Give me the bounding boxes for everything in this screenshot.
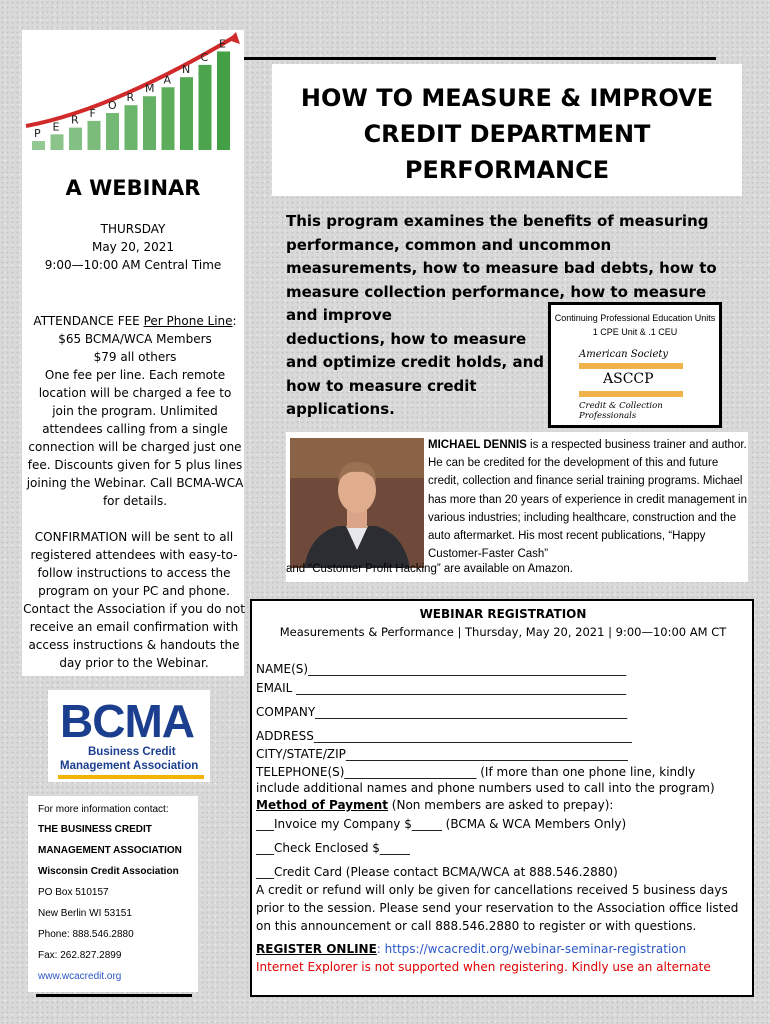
asccp-acronym: ASCCP <box>603 371 654 387</box>
contact-org2: MANAGEMENT ASSOCIATION <box>38 845 182 856</box>
date: May 20, 2021 <box>91 240 175 254</box>
webinar-label: A WEBINAR <box>65 176 201 200</box>
fee-label-suffix: Per Phone Line <box>143 314 233 328</box>
registration-subheading: Measurements & Performance | Thursday, May 20, 2021 | 9:00—10:00 AM CT <box>279 625 727 639</box>
speaker-bio-text <box>428 436 748 563</box>
fee-members: $65 BCMA/WCA Members <box>58 332 212 346</box>
contact-fax: Fax: 262.827.2899 <box>38 950 122 961</box>
logo-bar <box>217 51 230 150</box>
logo-bar <box>51 134 64 150</box>
contact-org3: Wisconsin Credit Association <box>38 866 179 877</box>
registration-heading: WEBINAR REGISTRATION <box>419 607 587 621</box>
asccp-bottom: Credit & Collection Professionals <box>579 401 663 421</box>
bcma-line1: Business Credit <box>88 746 176 758</box>
logo-letter: P <box>34 127 41 141</box>
contact-city: New Berlin WI 53151 <box>38 908 132 919</box>
credit-card-option[interactable]: ___Credit Card (Please contact BCMA/WCA at 888.546.2880) <box>256 865 618 879</box>
fee-label: ATTENDANCE FEE <box>33 314 140 328</box>
speaker-bio <box>286 432 748 582</box>
logo-bar <box>88 121 101 150</box>
confirmation-text: will be sent to all registered attendees with easy-to-follow instructions to access the program on your PC and phone. Contact the Association if you do not receive an email confirmation with access instructions & handouts the day prior to the Webinar. <box>23 530 245 670</box>
name-field[interactable]: NAME(S)_____________________________________________________ <box>256 662 627 676</box>
bcma-accent-bar <box>58 775 204 779</box>
asccp-top: American Society <box>579 349 669 360</box>
speaker-bio-tail: and “Customer Profit Hacking” are available on Amazon. <box>286 563 574 575</box>
city-state-zip-field[interactable]: CITY/STATE/ZIP_______________________________________________ <box>256 747 628 761</box>
logo-bar <box>106 113 119 150</box>
logo-letter: M <box>145 82 155 96</box>
logo-letter: R <box>126 91 135 105</box>
confirmation-block <box>22 528 246 672</box>
asccp-logo <box>579 349 689 419</box>
bcma-acronym: BCMA <box>60 695 194 747</box>
asccp-band-top <box>579 363 683 369</box>
page-title: HOW TO MEASURE & IMPROVE CREDIT DEPARTMENT PERFORMANCE <box>300 84 714 184</box>
contact-website-link[interactable]: www.wcacredit.org <box>38 971 122 982</box>
contact-panel <box>28 796 198 992</box>
logo-letter: A <box>163 73 172 87</box>
time: 9:00—10:00 AM Central Time <box>44 258 222 272</box>
logo-letter: E <box>52 120 60 134</box>
logo-bar <box>125 105 138 150</box>
bcma-logo <box>48 690 210 782</box>
asccp-band-bottom <box>579 391 683 397</box>
program-description-part1: This program examines the benefits of measuring performance, common and uncommon measurements, how to measure bad debts, how to measure collection performance, how to measure and improve <box>286 212 717 324</box>
logo-letter: F <box>89 106 96 120</box>
logo-letter: O <box>108 99 117 113</box>
register-online-label: REGISTER ONLINE <box>256 942 377 956</box>
contact-heading: For more information contact: <box>38 804 169 815</box>
top-rule <box>244 57 716 60</box>
logo-letter: E <box>219 37 226 51</box>
address-field[interactable]: ADDRESS_____________________________________________________ <box>256 729 632 743</box>
speaker-name: MICHAEL DENNIS <box>428 439 527 451</box>
bcma-line2: Management Association <box>60 760 199 772</box>
fee-block <box>26 312 244 510</box>
telephone-note: include additional names and phone numbers used to call into the program) <box>256 781 715 795</box>
logo-bar <box>162 87 175 150</box>
register-url-link[interactable]: https://wcacredit.org/webinar-seminar-registration <box>384 942 687 956</box>
ceu-box <box>548 302 722 428</box>
registration-form <box>250 599 754 997</box>
logo-bar <box>143 96 156 150</box>
contact-phone: Phone: 888.546.2880 <box>38 929 134 940</box>
contact-divider <box>36 994 192 997</box>
speaker-bio-body: is a respected business trainer and author. He can be credited for the development of this and future credit, collection and finance serial training programs. Michael has more than 20 years of experience in credit management in various industries; including healthcare, construction and the auto aftermarket. His most recent publications, “Happy Customer-Faster Cash” <box>428 439 747 561</box>
title-panel <box>272 64 742 196</box>
logo-letter: C <box>200 50 209 64</box>
invoice-option[interactable]: ___Invoice my Company $_____ (BCMA & WCA Members Only) <box>256 817 627 831</box>
logo-bar <box>180 77 193 150</box>
speaker-photo <box>290 438 424 568</box>
contact-org1: THE BUSINESS CREDIT <box>38 824 152 835</box>
payment-method-text: (Non members are asked to prepay): <box>387 798 614 812</box>
performance-chart-graphic <box>22 30 244 156</box>
ceu-line1: Continuing Professional Education Units <box>554 313 716 323</box>
browser-note: Internet Explorer is not supported when registering. Kindly use an alternate <box>256 960 711 974</box>
company-field[interactable]: COMPANY____________________________________________________ <box>256 705 628 719</box>
day: THURSDAY <box>100 222 166 236</box>
telephone-field[interactable]: TELEPHONE(S)______________________ (If more than one phone line, kindly <box>256 765 696 779</box>
logo-bar <box>32 141 45 150</box>
ceu-line2: 1 CPE Unit & .1 CEU <box>592 327 678 337</box>
logo-bar <box>199 65 212 150</box>
left-info-panel <box>22 156 244 676</box>
performance-logo <box>22 30 244 156</box>
logo-letter: N <box>182 63 191 77</box>
logo-bar <box>69 128 82 150</box>
program-description-part2: deductions, how to measure and optimize credit holds, and how to measure credit applications. <box>286 329 544 418</box>
contact-po: PO Box 510157 <box>38 887 109 898</box>
check-option[interactable]: ___Check Enclosed $_____ <box>256 841 410 855</box>
fee-colon: : <box>232 314 237 328</box>
fee-description: One fee per line. Each remote location will be charged a fee to join the program. Unlimited attendees calling from a single connection will be charged just one fee. Discounts given for 5 plus lines joining the Webinar. Call BCMA-WCA for details. <box>26 368 244 508</box>
payment-method-label: Method of Payment <box>256 798 388 812</box>
fee-others: $79 all others <box>93 350 177 364</box>
confirmation-label: CONFIRMATION <box>34 530 128 544</box>
logo-letter: R <box>71 113 79 127</box>
refund-policy: A credit or refund will only be given for cancellations received 5 business days prior to the session. Please send your reservation to the Association office listed on this announcement or call 888.546.2880 to register or with questions. <box>256 883 739 933</box>
email-field[interactable]: EMAIL _______________________________________________________ <box>256 681 627 695</box>
date-block <box>22 220 244 274</box>
register-colon: : <box>376 942 385 956</box>
